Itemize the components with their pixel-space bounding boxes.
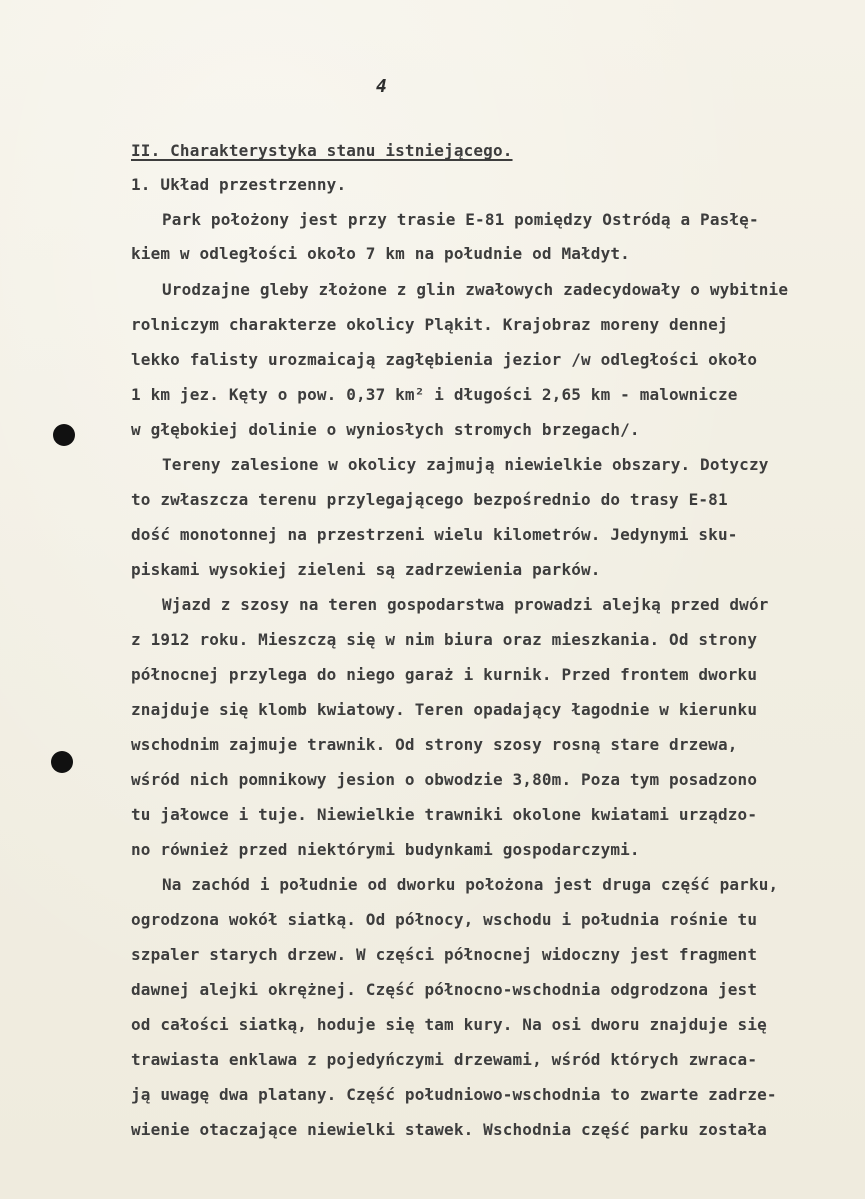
text-line: Na zachód i południe od dworku położona jest druga część parku, bbox=[162, 875, 779, 894]
text-line: ją uwagę dwa platany. Część południowo-wschodnia to zwarte zadrze- bbox=[131, 1085, 777, 1104]
text-line: od całości siatką, hoduje się tam kury. Na osi dworu znajduje się bbox=[131, 1015, 767, 1034]
text-line: szpaler starych drzew. W części północnej widoczny jest fragment bbox=[131, 945, 758, 964]
punch-hole-top bbox=[53, 424, 75, 446]
text-line: 1 km jez. Kęty o pow. 0,37 km² i długości 2,65 km - malownicze bbox=[131, 385, 738, 404]
text-line: to zwłaszcza terenu przylegającego bezpośrednio do trasy E-81 bbox=[131, 490, 728, 509]
text-line: Tereny zalesione w okolicy zajmują niewielkie obszary. Dotyczy bbox=[162, 455, 769, 474]
section-heading: II. Charakterystyka stanu istniejącego. bbox=[131, 141, 513, 160]
text-line: wienie otaczające niewielki stawek. Wschodnia część parku została bbox=[131, 1120, 767, 1139]
text-line: znajduje się klomb kwiatowy. Teren opadający łagodnie w kierunku bbox=[131, 700, 758, 719]
text-line: kiem w odległości około 7 km na południe od Małdyt. bbox=[131, 244, 630, 263]
text-line: Urodzajne gleby złożone z glin zwałowych zadecydowały o wybitnie bbox=[162, 280, 789, 299]
subsection-heading: 1. Układ przestrzenny. bbox=[131, 175, 347, 194]
text-line: Wjazd z szosy na teren gospodarstwa prowadzi alejką przed dwór bbox=[162, 595, 769, 614]
text-line: z 1912 roku. Mieszczą się w nim biura oraz mieszkania. Od strony bbox=[131, 630, 758, 649]
text-line: Park położony jest przy trasie E-81 pomiędzy Ostródą a Pasłę- bbox=[162, 210, 759, 229]
page-number: 4 bbox=[376, 76, 387, 97]
text-line: piskami wysokiej zieleni są zadrzewienia parków. bbox=[131, 560, 601, 579]
text-line: tu jałowce i tuje. Niewielkie trawniki okolone kwiatami urządzo- bbox=[131, 805, 758, 824]
text-line: lekko falisty urozmaicają zagłębienia jezior /w odległości około bbox=[131, 350, 758, 369]
text-line: wschodnim zajmuje trawnik. Od strony szosy rosną stare drzewa, bbox=[131, 735, 738, 754]
text-line: w głębokiej dolinie o wyniosłych stromych brzegach/. bbox=[131, 420, 640, 439]
text-line: ogrodzona wokół siatką. Od północy, wschodu i południa rośnie tu bbox=[131, 910, 758, 929]
text-line: północnej przylega do niego garaż i kurnik. Przed frontem dworku bbox=[131, 665, 758, 684]
text-line: wśród nich pomnikowy jesion o obwodzie 3,80m. Poza tym posadzono bbox=[131, 770, 758, 789]
text-line: dawnej alejki okrężnej. Część północno-wschodnia odgrodzona jest bbox=[131, 980, 758, 999]
punch-hole-bottom bbox=[51, 751, 73, 773]
text-line: dość monotonnej na przestrzeni wielu kilometrów. Jedynymi sku- bbox=[131, 525, 738, 544]
text-line: trawiasta enklawa z pojedyńczymi drzewami, wśród których zwraca- bbox=[131, 1050, 758, 1069]
text-line: rolniczym charakterze okolicy Pląkit. Krajobraz moreny dennej bbox=[131, 315, 728, 334]
text-line: no również przed niektórymi budynkami gospodarczymi. bbox=[131, 840, 640, 859]
